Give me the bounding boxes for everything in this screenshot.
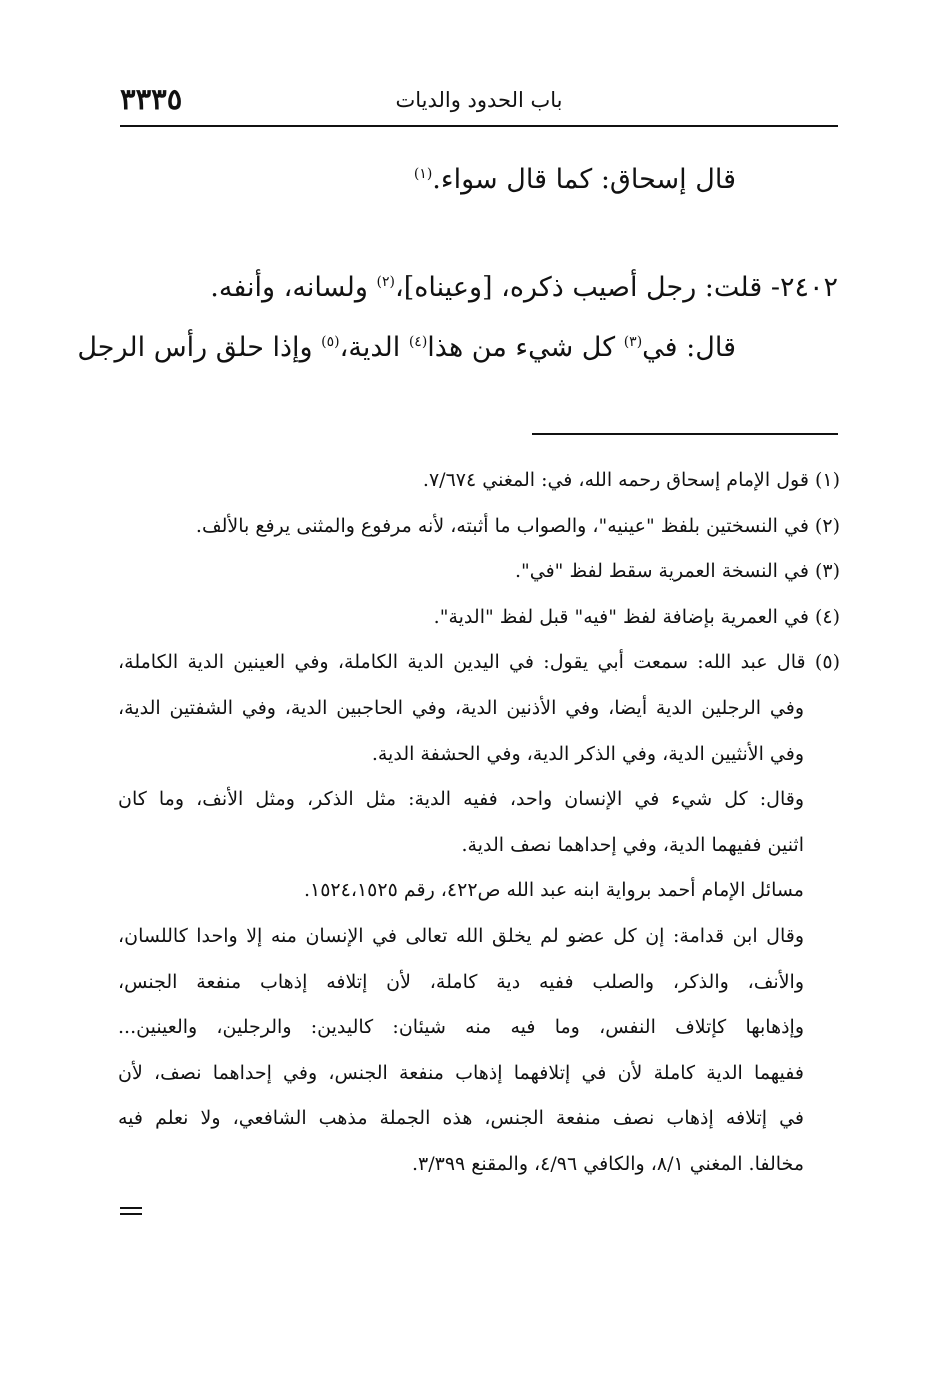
footnote-5-line: في إتلافه إذهاب نصف منفعة الجنس، هذه الجملة مذهب الشافعي، ولا نعلم فيه xyxy=(118,1107,804,1130)
footnote-5-line: وفي الأنثيين الدية، وفي الذكر الدية، وفي الحشفة الدية. xyxy=(371,742,804,765)
footnote-separator xyxy=(532,433,838,435)
footnote-5-line: مسائل الإمام أحمد برواية ابنه عبد الله ص٤٢٢، رقم ١٥٢٤،١٥٢٥. xyxy=(303,879,804,902)
footnote-5-line: والأنف، والذكر، والصلب ففيه دية كاملة، لأن إتلافه إذهاب منفعة الجنس، xyxy=(118,970,804,993)
answer-line xyxy=(77,332,838,363)
footnote-5-line: مخالفا. المغني ٨/١، والكافي ٤/٩٦، والمقنع ٣/٣٩٩. xyxy=(411,1152,804,1175)
footnote-ref-1: (١) xyxy=(413,166,433,182)
answer-text-b: كل شيء من هذا xyxy=(427,332,624,363)
footnote-5-line: ففيهما الدية كاملة لأن في إتلافهما إذهاب منفعة الجنس، وفي إحداهما نصف، لأن xyxy=(118,1061,804,1084)
chapter-title: باب الحدود والديات xyxy=(395,88,563,112)
footnotes xyxy=(118,458,840,1188)
footnote-1: (١) قول الإمام إسحاق رحمه الله، في: المغني ٧/٦٧٤. xyxy=(422,469,840,491)
footnote-5: (٥) قال عبد الله: سمعت أبي يقول: في اليدين الدية الكاملة، وفي العينين الدية الكاملة، xyxy=(118,651,840,674)
question-text-start: ٢٤٠٢- قلت: رجل أصيب ذكره، [وعيناه]، xyxy=(394,272,838,303)
footnote-5-line: وإذهابها كإتلاف النفس، وما فيه منه شيئان: كاليدين: والرجلين، والعينين... xyxy=(118,1016,804,1039)
question-2402 xyxy=(120,272,838,303)
footnote-2: (٢) في النسختين بلفظ "عينيه"، والصواب ما أثبته، لأنه مرفوع والمثنى يرفع بالألف. xyxy=(195,514,840,537)
continuation-mark xyxy=(120,1207,142,1215)
answer-text-c: الدية، xyxy=(339,332,409,363)
answer-text-a: قال: في xyxy=(642,332,736,363)
answer-text-d: وإذا حلق رأس الرجل xyxy=(77,332,322,363)
page-number: ٣٣٣٥ xyxy=(120,82,183,116)
footnote-5-line: وقال: كل شيء في الإنسان واحد، ففيه الدية: مثل الذكر، ومثل الأنف، وما كان xyxy=(118,788,804,811)
footnote-4: (٤) في العمرية بإضافة لفظ "فيه" قبل لفظ "الدية". xyxy=(433,605,840,628)
footnote-ref-3: (٣) xyxy=(623,334,643,350)
footnote-ref-2: (٢) xyxy=(376,274,395,290)
isaac-statement xyxy=(120,164,838,195)
footnote-ref-4: (٤) xyxy=(408,334,428,350)
header-rule xyxy=(120,125,838,127)
question-text-end: ولسانه، وأنفه. xyxy=(210,272,377,303)
footnote-3: (٣) في النسخة العمرية سقط لفظ "في". xyxy=(514,560,840,583)
footnote-5-line: وقال ابن قدامة: إن كل عضو لم يخلق الله تعالى في الإنسان منه إلا واحدا كاللسان، xyxy=(118,924,804,947)
isaac-statement-text: قال إسحاق: كما قال سواء. xyxy=(432,164,736,195)
running-head xyxy=(120,78,838,122)
footnote-5-line: وفي الرجلين الدية أيضا، وفي الأذنين الدية، وفي الحاجبين الدية، وفي الشفتين الدية، xyxy=(118,696,804,719)
footnote-5-line: اثنين ففيهما الدية، وفي إحداهما نصف الدية. xyxy=(461,833,804,856)
footnote-ref-5: (٥) xyxy=(321,334,340,350)
